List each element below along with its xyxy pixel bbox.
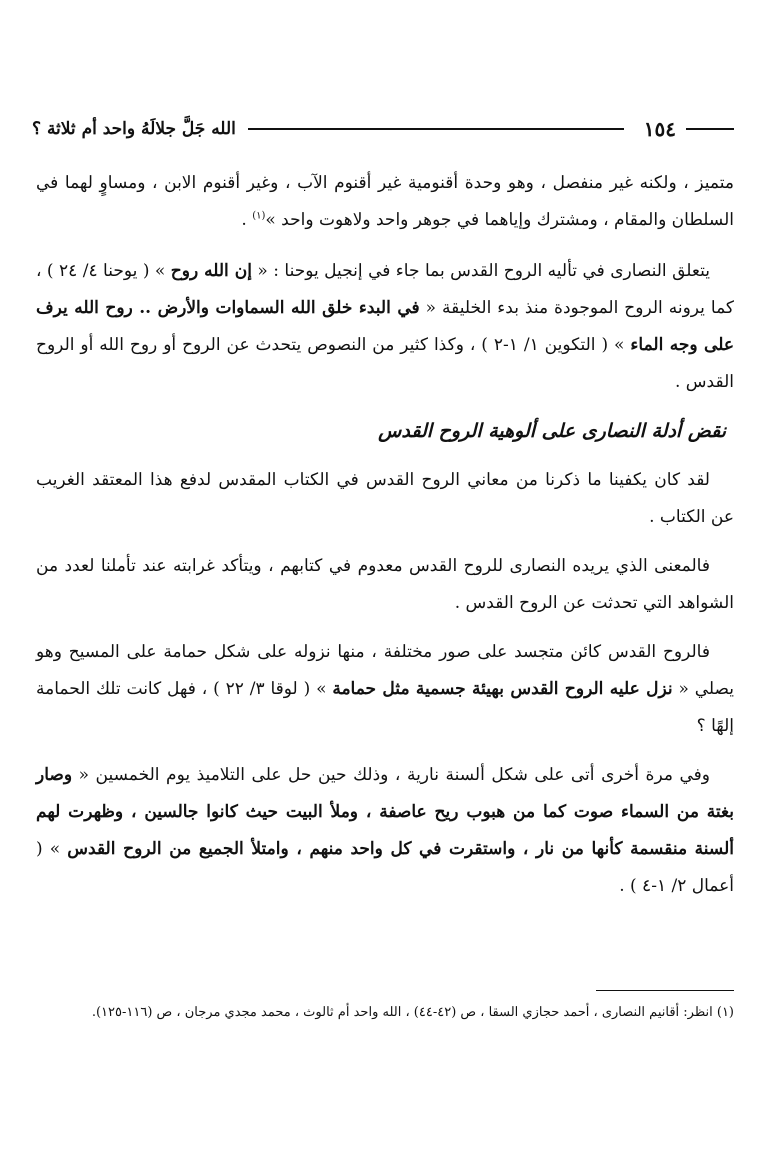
section-heading: نقض أدلة النصارى على ألوهية الروح القدس [378, 420, 726, 442]
footnote: (١) انظر: أقانيم النصارى ، أحمد حجازي السقا ، ص (٤٢-٤٤) ، الله واحد أم ثالوث ، محمد مجدي مرجان ، ص (١١٦-١٢٥). [91, 1005, 734, 1020]
page-body [36, 165, 734, 917]
text: فالروح القدس كائن متجسد على صور مختلفة ، منها نزوله على شكل حمامة على المسيح وهو يصلي « [36, 642, 734, 699]
quote-genesis: في البدء خلق الله السماوات والأرض .. روح الله يرف على وجه الماء [36, 298, 734, 355]
header-rule-long [248, 128, 624, 130]
text: » ( التكوين ١/ ١-٢ ) ، وكذا كثير من النصوص يتحدث عن الروح أو روح الله أو الروح القدس . [36, 335, 734, 392]
page-header [32, 112, 734, 146]
quote-john: إن الله روح [170, 261, 252, 281]
text: » ( أعمال ٢/ ١-٤ ) . [36, 839, 734, 896]
paragraph-tongues [36, 757, 734, 905]
page-number: ١٥٤ [643, 117, 676, 141]
footnote-marker: (١) [252, 210, 266, 222]
footnote-separator [596, 990, 734, 991]
paragraph-end: . [241, 210, 253, 230]
quote-acts: وصار بغتة من السماء صوت كما من هبوب ريح عاصفة ، وملأ البيت حيث كانوا جالسين ، وظهرت لهم ألسنة منقسمة كأنها من نار ، واستقرت في كل واحد منهم ، وامتلأ الجميع من الروح القدس [36, 765, 734, 859]
running-title: الله جَلَّ جلالَهُ واحد أم ثلاثة ؟ [32, 119, 236, 139]
paragraph-meaning: فالمعنى الذي يريده النصارى للروح القدس معدوم في كتابهم ، ويتأكد غرابته عند تأملنا لعدد من الشواهد التي تحدثت عن الروح القدس . [36, 556, 734, 613]
paragraph-continued [36, 165, 734, 239]
text: » ( لوقا ٣/ ٢٢ ) ، فهل كانت تلك الحمامة إلهًا ؟ [36, 679, 734, 736]
text: يتعلق النصارى في تأليه الروح القدس بما جاء في إنجيل يوحنا : « [251, 261, 710, 281]
header-rule-short [686, 128, 734, 130]
paragraph-trinity-claim [36, 253, 734, 401]
text: » ( يوحنا ٤/ ٢٤ ) ، كما يرونه الروح الموجودة منذ بدء الخليقة « [36, 261, 734, 318]
text: وفي مرة أخرى أتى على شكل ألسنة نارية ، وذلك حين حل على التلاميذ يوم الخمسين « [72, 765, 710, 785]
paragraph-text: متميز ، ولكنه غير منفصل ، وهو وحدة أقنومية غير أقنوم الآب ، وغير أقنوم الابن ، ومساوٍ لهما في السلطان والمقام ، ومشترك وإياهما في جوهر واحد ولاهوت واحد » [36, 173, 734, 230]
paragraph-refutation-intro: لقد كان يكفينا ما ذكرنا من معاني الروح القدس في الكتاب المقدس لدفع هذا المعتقد الغريب عن الكتاب . [36, 470, 734, 527]
quote-luke: نزل عليه الروح القدس بهيئة جسمية مثل حمامة [332, 679, 673, 699]
paragraph-dove [36, 634, 734, 745]
